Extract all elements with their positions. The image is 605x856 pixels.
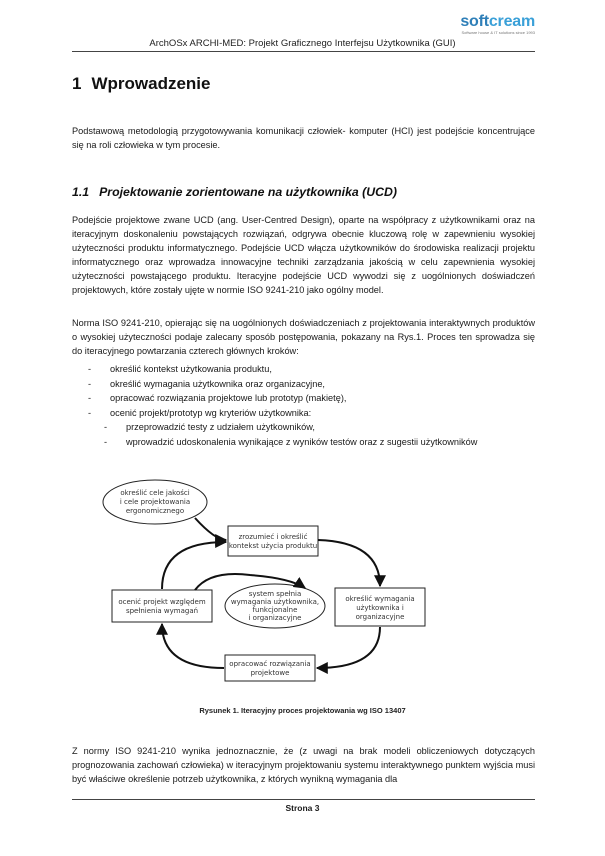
logo-tagline: Software house & IT solutions since 1993 xyxy=(461,30,535,35)
diagram-label: określić wymagania xyxy=(345,595,415,603)
footer-divider xyxy=(72,799,535,800)
diagram-label: organizacyjne xyxy=(355,613,405,621)
diagram-label: funkcjonalne xyxy=(252,606,298,614)
header-divider xyxy=(72,51,535,52)
sub-list-item: - przeprowadzić testy z udziałem użytkowników, xyxy=(104,422,315,432)
subsection-title: Projektowanie zorientowane na użytkownika (UCD) xyxy=(99,185,398,199)
diagram-label: system spełnia xyxy=(248,590,302,598)
diagram-label: projektowe xyxy=(250,669,290,677)
softcream-logo xyxy=(460,13,535,35)
context-box xyxy=(228,526,318,556)
logo-wordmark: softcream xyxy=(460,13,535,30)
list-item: - określić kontekst użytkowania produktu, xyxy=(88,364,272,374)
ucd-paragraph: Podejście projektowe zwane UCD (ang. User-Centred Design), oparte na współpracy z użytkownikami oraz na iteracyjnym doskonaleniu powstających rozwiązań, odgrywa obecnie kluczową rolę w zapewnieniu wysokiej użyteczności produktu informatycznego. Podejście UCD włącza użytkowników do środowiska realizacji projektu informatycznego oraz wprowadza innowacyjne techniki zarządzania jakością w celu zapewnienia wysokiej użyteczności powstającego produktu. Iteracyjne podejście UCD wywodzi się z uogólnionych doświadczeń projektowych, które zostały ujęte w normie ISO 9241-210 jako ogólny model. xyxy=(72,215,535,295)
arrow xyxy=(318,540,380,586)
subsection-heading xyxy=(72,185,397,199)
diagram-label: opracować rozwiązania xyxy=(229,660,311,668)
section-heading xyxy=(72,74,210,94)
subsection-number: 1.1 xyxy=(72,185,90,199)
intro-paragraph: Podstawową metodologią przygotowywania komunikacji człowiek- komputer (HCI) jest podejście koncentrujące się na roli człowieka w tym procesie. xyxy=(72,126,535,150)
arrow xyxy=(162,624,224,668)
steps-list xyxy=(88,362,548,449)
iso-process-diagram xyxy=(100,470,520,695)
arrow xyxy=(317,627,380,668)
diagram-label: wymagania użytkownika, xyxy=(230,598,320,606)
sub-list-item: - wprowadzić udoskonalenia wynikające z wyników testów oraz z sugestii użytkowników xyxy=(104,436,478,447)
diagram-label: i cele projektowania xyxy=(119,498,191,506)
diagram-label: i organizacyjne xyxy=(248,614,302,622)
section-title: Wprowadzenie xyxy=(91,74,211,93)
diagram-label: kontekst użycia produktu xyxy=(228,542,318,550)
list-item: - ocenić projekt/prototyp wg kryteriów użytkownika: xyxy=(88,407,312,418)
evaluate-box xyxy=(112,590,212,622)
diagram-label: zrozumieć i określić xyxy=(238,533,308,541)
figure-caption: Rysunek 1. Iteracyjny proces projektowania wg ISO 13407 xyxy=(199,706,406,715)
list-item: - określić wymagania użytkownika oraz organizacyjne, xyxy=(88,378,325,389)
arrow xyxy=(195,518,226,540)
document-title: ArchOSx ARCHI-MED: Projekt Graficznego Interfejsu Użytkownika (GUI) xyxy=(149,38,456,49)
section-number: 1 xyxy=(72,74,82,93)
diagram-label: ergonomicznego xyxy=(125,507,185,515)
diagram-label: spełnienia wymagań xyxy=(125,607,199,615)
closing-paragraph: Z normy ISO 9241-210 wynika jednoznacznie, że (z uwagi na brak modeli obliczeniowych dotyczących prognozowania zachowań człowieka) w iteracyjnym projektowaniu systemu interaktywnego punktem wyjścia musi być właściwe określenie potrzeb użytkownika, z których wynikną wymagania dla xyxy=(72,746,535,784)
diagram-label: określić cele jakości xyxy=(120,489,190,497)
arrow xyxy=(162,542,226,589)
diagram-label: użytkownika i xyxy=(356,604,404,612)
process-diagram-svg xyxy=(100,470,520,695)
page-number: Strona 3 xyxy=(285,803,320,813)
design-solutions-box xyxy=(225,655,315,681)
diagram-label: ocenić projekt względem xyxy=(118,598,206,606)
list-item: - opracować rozwiązania projektowe lub prototyp (makietę), xyxy=(88,393,347,403)
iso-paragraph: Norma ISO 9241-210, opierając się na uogólnionych doświadczeniach z projektowania interaktywnych produktów o wysokiej użyteczności podaje zalecany sposób postępowania, pokazany na Rys.1. Proces ten sprowadza się do iteracyjnego powtarzania czterech głównych kroków: xyxy=(72,318,535,356)
